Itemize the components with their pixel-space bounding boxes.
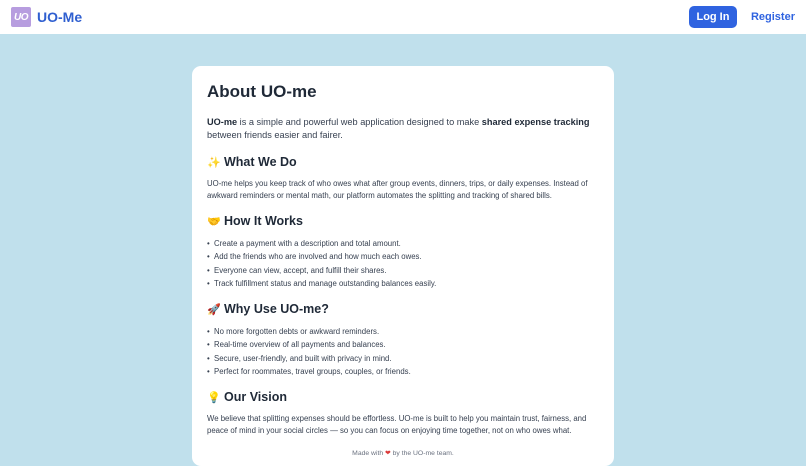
list-item: • No more forgotten debts or awkward reminders. [207, 325, 599, 338]
intro-text-2: between friends easier and fairer. [207, 130, 343, 140]
list-item: • Real-time overview of all payments and balances. [207, 338, 599, 351]
list-item: • Everyone can view, accept, and fulfill their shares. [207, 264, 599, 277]
our-vision-text: We believe that splitting expenses should be effortless. UO-me is built to help you maintain trust, fairness, and peace of mind in your social circles — so you can focus on enjoying time together, not on who owes what. [207, 414, 587, 435]
login-button[interactable]: Log In [689, 6, 737, 28]
footer-text-post: by the UO-me team. [390, 450, 454, 458]
section-title: Why Use UO-me? [224, 302, 329, 317]
brand-name[interactable]: UO-Me [37, 9, 83, 25]
intro-text-1: is a simple and powerful web application designed to make [237, 117, 482, 127]
section-title: How It Works [224, 214, 303, 228]
intro-paragraph [207, 116, 599, 142]
sparkles-icon: ✨ [207, 156, 221, 169]
intro-highlight: shared expense tracking [481, 117, 590, 127]
footer-text-pre: Made with [352, 450, 386, 458]
list-item: • Track fulfillment status and manage outstanding balances easily. [207, 277, 599, 290]
section-title: What We Do [224, 155, 297, 169]
page-title: About UO-me [207, 82, 317, 101]
footer-note [207, 449, 599, 457]
section-heading-how-it-works [207, 214, 599, 228]
list-item: • Create a payment with a description and total amount. [207, 237, 599, 250]
brand[interactable] [11, 7, 82, 27]
rocket-icon: 🚀 [207, 303, 221, 316]
what-we-do-text: UO-me helps you keep track of who owes what after group events, dinners, trips, or daily expenses. Instead of awkward reminders or mental math, our platform automates the splitting and tracking of shared bills. [207, 179, 588, 200]
section-heading-what-we-do [207, 155, 599, 169]
how-it-works-list [207, 237, 599, 290]
about-card [192, 66, 614, 466]
section-title: Our Vision [224, 390, 287, 405]
intro-brand: UO-me [207, 117, 238, 127]
navbar [0, 0, 806, 34]
handshake-icon: 🤝 [207, 215, 221, 228]
nav-actions [689, 6, 795, 28]
list-item: • Add the friends who are involved and how much each owes. [207, 250, 599, 263]
section-heading-our-vision [207, 390, 599, 404]
section-heading-why-use [207, 302, 599, 316]
register-link[interactable]: Register [750, 11, 795, 23]
list-item: • Perfect for roommates, travel groups, couples, or friends. [207, 365, 599, 378]
logo-icon: UO [11, 7, 31, 27]
why-use-list [207, 325, 599, 378]
list-item: • Secure, user-friendly, and built with privacy in mind. [207, 352, 599, 365]
lightbulb-icon: 💡 [207, 391, 221, 404]
heart-icon: ❤ [385, 450, 391, 458]
